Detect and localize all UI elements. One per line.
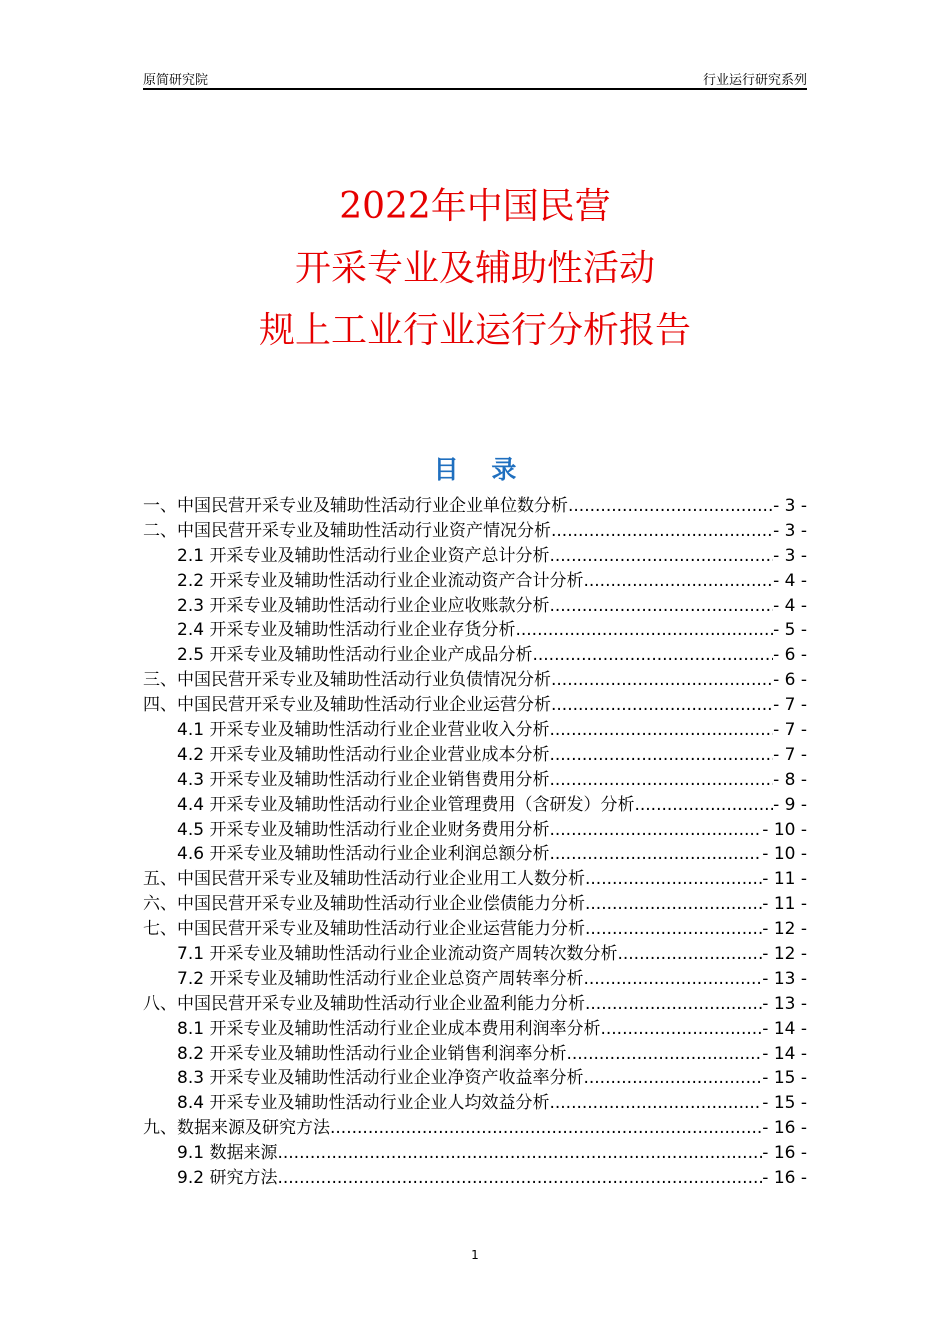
toc-entry-page: - 12 - xyxy=(762,944,807,965)
toc-entry-page: - 12 - xyxy=(762,919,807,940)
toc-entry[interactable] xyxy=(143,1042,807,1067)
toc-entry[interactable] xyxy=(143,569,807,594)
toc-entry[interactable] xyxy=(143,1166,807,1191)
page-number: 1 xyxy=(471,1248,479,1262)
toc-entry-title: 2.5 开采专业及辅助性活动行业企业产成品分析 xyxy=(177,645,533,666)
toc-entry-page: - 9 - xyxy=(773,794,807,815)
toc-leader-dots xyxy=(277,1166,762,1191)
toc-entry[interactable] xyxy=(143,1091,807,1116)
header-publisher: 原简研究院 xyxy=(143,73,209,88)
toc-entry[interactable] xyxy=(143,1141,807,1166)
page-header xyxy=(143,68,807,90)
toc-entry-title: 八、中国民营开采专业及辅助性活动行业企业盈利能力分析 xyxy=(143,993,585,1014)
toc-entry[interactable] xyxy=(143,544,807,569)
toc-entry-title: 8.2 开采专业及辅助性活动行业企业销售利润率分析 xyxy=(177,1043,567,1064)
toc-entry-page: - 10 - xyxy=(762,844,807,865)
toc-entry-title: 九、数据来源及研究方法 xyxy=(143,1118,330,1139)
toc-leader-dots xyxy=(549,818,762,843)
toc-leader-dots xyxy=(583,569,773,594)
toc-entry-page: - 3 - xyxy=(773,520,807,541)
toc-entry[interactable] xyxy=(143,867,807,892)
toc-entry[interactable] xyxy=(143,494,807,519)
toc-entry-page: - 16 - xyxy=(762,1118,807,1139)
toc-entry[interactable] xyxy=(143,768,807,793)
toc-entry[interactable] xyxy=(143,1066,807,1091)
toc-leader-dots xyxy=(549,743,773,768)
toc-entry-title: 9.2 研究方法 xyxy=(177,1168,278,1189)
title-line: 开采专业及辅助性活动 xyxy=(294,248,655,289)
toc-entry-page: - 16 - xyxy=(762,1143,807,1164)
toc-entry[interactable] xyxy=(143,1017,807,1042)
toc-leader-dots xyxy=(551,693,773,718)
toc-entry-page: - 13 - xyxy=(762,993,807,1014)
toc-entry-title: 7.2 开采专业及辅助性活动行业企业总资产周转率分析 xyxy=(177,968,584,989)
toc-entry-page: - 14 - xyxy=(762,1018,807,1039)
toc-leader-dots xyxy=(277,1141,762,1166)
toc-leader-dots xyxy=(549,1091,762,1116)
toc-entry[interactable] xyxy=(143,743,807,768)
toc-entry-title: 7.1 开采专业及辅助性活动行业企业流动资产周转次数分析 xyxy=(177,944,618,965)
toc-entry[interactable] xyxy=(143,818,807,843)
toc-leader-dots xyxy=(549,594,773,619)
toc-leader-dots xyxy=(585,892,762,917)
toc-leader-dots xyxy=(551,519,773,544)
title-line: 规上工业行业运行分析报告 xyxy=(258,310,691,351)
toc-entry-title: 2.4 开采专业及辅助性活动行业企业存货分析 xyxy=(177,620,516,641)
toc-entry-title: 2.3 开采专业及辅助性活动行业企业应收账款分析 xyxy=(177,595,550,616)
toc-entry[interactable] xyxy=(143,892,807,917)
toc-entry-page: - 6 - xyxy=(773,645,807,666)
toc-entry-title: 8.1 开采专业及辅助性活动行业企业成本费用利润率分析 xyxy=(177,1018,601,1039)
toc-entry-page: - 16 - xyxy=(762,1168,807,1189)
toc-entry-page: - 8 - xyxy=(773,769,807,790)
toc-entry-page: - 7 - xyxy=(773,695,807,716)
title-line: 2022年中国民营 xyxy=(339,186,611,227)
toc-entry-title: 4.2 开采专业及辅助性活动行业企业营业成本分析 xyxy=(177,744,550,765)
toc-entry-title: 4.1 开采专业及辅助性活动行业企业营业收入分析 xyxy=(177,720,550,741)
toc-leader-dots xyxy=(600,1017,762,1042)
toc-entry[interactable] xyxy=(143,693,807,718)
toc-entry[interactable] xyxy=(143,967,807,992)
toc-entry-title: 六、中国民营开采专业及辅助性活动行业企业偿债能力分析 xyxy=(143,894,585,915)
toc-entry-page: - 11 - xyxy=(762,894,807,915)
report-title xyxy=(0,176,950,362)
toc-entry-title: 五、中国民营开采专业及辅助性活动行业企业用工人数分析 xyxy=(143,869,585,890)
toc-entry-title: 一、中国民营开采专业及辅助性活动行业企业单位数分析 xyxy=(143,496,568,516)
toc-entry[interactable] xyxy=(143,618,807,643)
toc-entry-title: 4.4 开采专业及辅助性活动行业企业管理费用（含研发）分析 xyxy=(177,794,635,815)
toc-entry[interactable] xyxy=(143,718,807,743)
toc-entry-title: 2.2 开采专业及辅助性活动行业企业流动资产合计分析 xyxy=(177,570,584,591)
toc-entry[interactable] xyxy=(143,668,807,693)
toc-leader-dots xyxy=(568,494,773,519)
toc-leader-dots xyxy=(549,718,773,743)
toc-entry-page: - 14 - xyxy=(762,1043,807,1064)
toc-entry-title: 七、中国民营开采专业及辅助性活动行业企业运营能力分析 xyxy=(143,919,585,940)
toc-leader-dots xyxy=(585,992,762,1017)
toc-entry[interactable] xyxy=(143,992,807,1017)
toc-entry-page: - 15 - xyxy=(762,1068,807,1089)
toc-leader-dots xyxy=(583,1066,762,1091)
toc-entry-title: 三、中国民营开采专业及辅助性活动行业负债情况分析 xyxy=(143,670,551,691)
toc-leader-dots xyxy=(551,668,773,693)
toc-leader-dots xyxy=(549,544,773,569)
toc-entry-title: 4.5 开采专业及辅助性活动行业企业财务费用分析 xyxy=(177,819,550,840)
toc-entry-title: 4.3 开采专业及辅助性活动行业企业销售费用分析 xyxy=(177,769,550,790)
toc-entry-title: 9.1 数据来源 xyxy=(177,1143,278,1164)
toc-leader-dots xyxy=(585,867,762,892)
toc-heading: 目 录 xyxy=(433,455,529,484)
toc-entry[interactable] xyxy=(143,917,807,942)
toc-entry-page: - 4 - xyxy=(773,570,807,591)
toc-entry-page: - 7 - xyxy=(773,744,807,765)
toc-entry-title: 8.3 开采专业及辅助性活动行业企业净资产收益率分析 xyxy=(177,1068,584,1089)
table-of-contents xyxy=(143,494,807,1191)
toc-entry-page: - 4 - xyxy=(773,595,807,616)
toc-leader-dots xyxy=(583,967,762,992)
toc-leader-dots xyxy=(532,643,773,668)
toc-entry-title: 四、中国民营开采专业及辅助性活动行业企业运营分析 xyxy=(143,695,551,716)
toc-entry-page: - 7 - xyxy=(773,720,807,741)
toc-entry-page: - 15 - xyxy=(762,1093,807,1114)
toc-entry-title: 2.1 开采专业及辅助性活动行业企业资产总计分析 xyxy=(177,545,550,566)
toc-entry-page: - 3 - xyxy=(773,545,807,566)
toc-entry-page: - 6 - xyxy=(773,670,807,691)
toc-entry[interactable] xyxy=(143,1116,807,1141)
toc-entry[interactable] xyxy=(143,519,807,544)
toc-leader-dots xyxy=(634,793,773,818)
toc-entry-title: 8.4 开采专业及辅助性活动行业企业人均效益分析 xyxy=(177,1093,550,1114)
toc-entry-page: - 11 - xyxy=(762,869,807,890)
toc-entry-page: - 13 - xyxy=(762,968,807,989)
toc-leader-dots xyxy=(585,917,762,942)
toc-entry-page: - 10 - xyxy=(762,819,807,840)
toc-entry-title: 4.6 开采专业及辅助性活动行业企业利润总额分析 xyxy=(177,844,550,865)
toc-leader-dots xyxy=(549,768,773,793)
toc-entry-page: - 5 - xyxy=(773,620,807,641)
toc-leader-dots xyxy=(515,618,773,643)
header-series: 行业运行研究系列 xyxy=(702,73,807,88)
toc-entry-page: - 3 - xyxy=(773,496,807,516)
toc-leader-dots xyxy=(617,942,762,967)
toc-entry[interactable] xyxy=(143,793,807,818)
toc-entry[interactable] xyxy=(143,842,807,867)
toc-leader-dots xyxy=(549,842,762,867)
toc-entry[interactable] xyxy=(143,942,807,967)
toc-entry-title: 二、中国民营开采专业及辅助性活动行业资产情况分析 xyxy=(143,520,551,541)
toc-entry[interactable] xyxy=(143,594,807,619)
toc-entry[interactable] xyxy=(143,643,807,668)
toc-leader-dots xyxy=(330,1116,762,1141)
toc-leader-dots xyxy=(566,1042,762,1067)
